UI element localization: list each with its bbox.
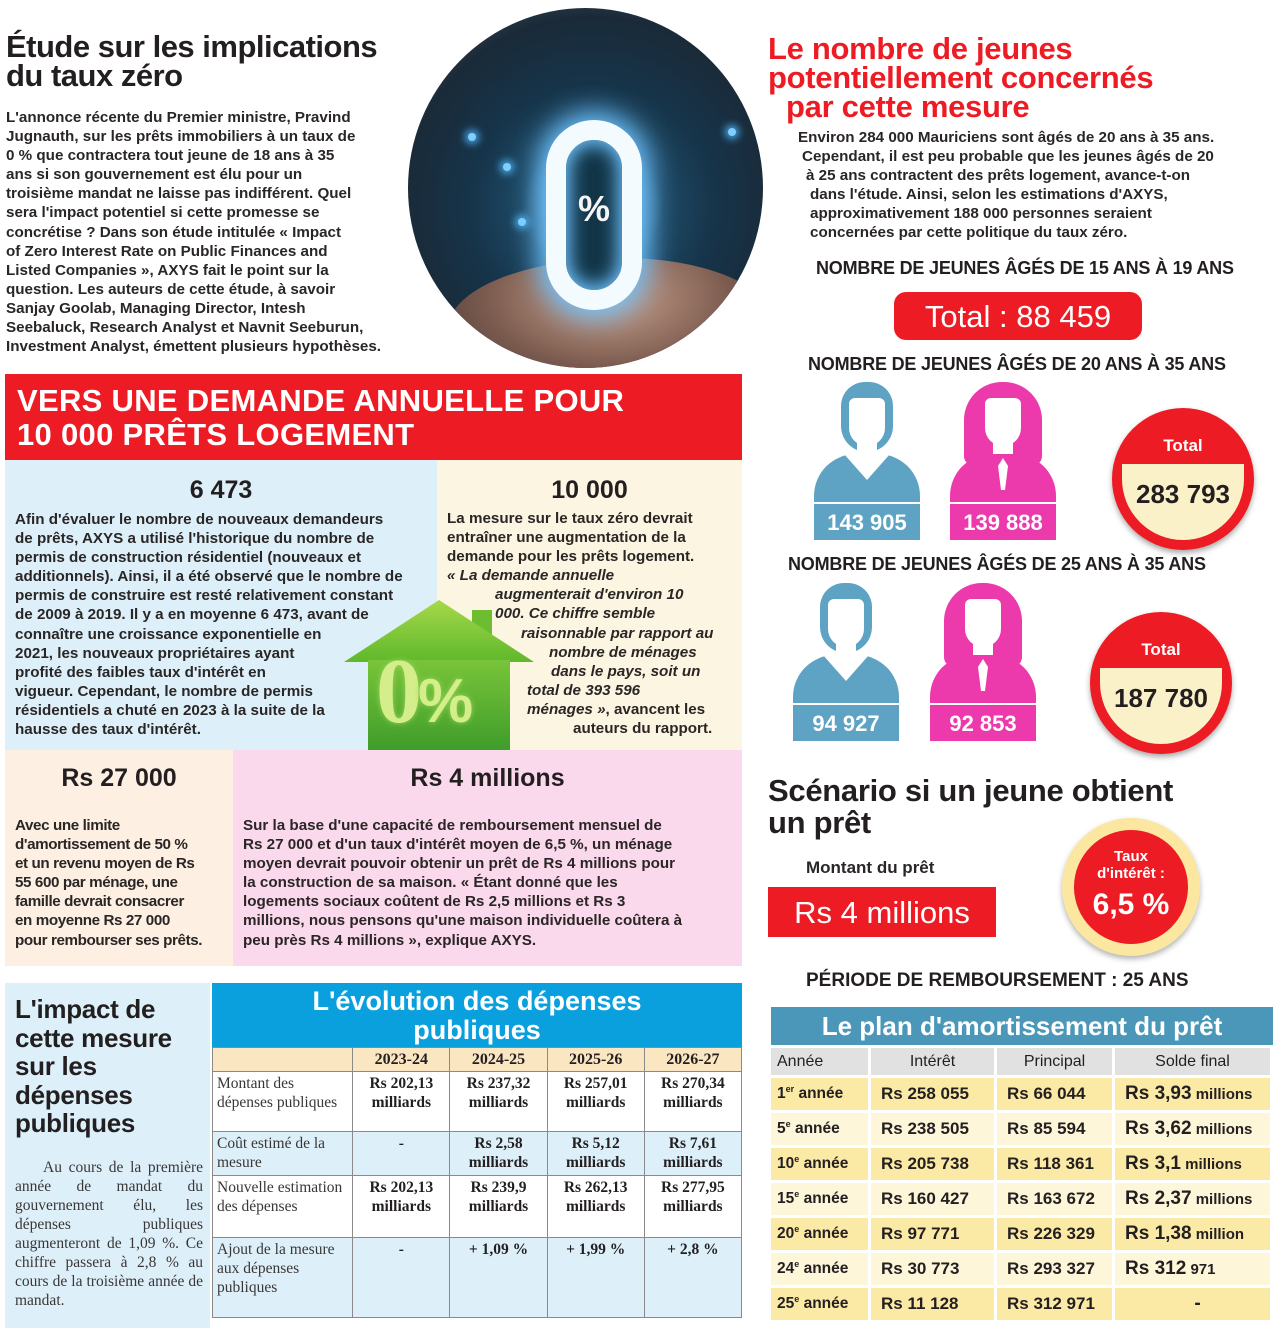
male-count: 143 905 — [814, 504, 920, 540]
scenario-title — [768, 775, 1268, 839]
text-line: entraîner une augmentation de la — [447, 529, 686, 547]
amortization-table — [771, 1007, 1273, 1323]
balance-cell: Rs 2,37 millions — [1115, 1183, 1273, 1215]
loan-amount-label: Montant du prêt — [806, 858, 935, 877]
repayment-text — [15, 816, 233, 950]
balance-cell: Rs 3,1 millions — [1115, 1148, 1273, 1180]
year-cell: 20e année — [771, 1218, 871, 1250]
total-label: Total — [1141, 640, 1181, 659]
text-line: moyen devrait pouvoir obtenir un prêt de Rs 4 millions pour — [243, 855, 676, 873]
title-line: cette mesure — [15, 1022, 172, 1053]
intro-line: sera l'impact potentiel si cette promesse se — [6, 204, 320, 222]
intro-line: Seebaluck, Research Analyst et Navnit Seeburun, — [6, 319, 364, 337]
year-cell: 24e année — [771, 1253, 871, 1285]
cell: Rs 7,61 milliards — [644, 1132, 741, 1176]
intro-title-line: du taux zéro — [6, 58, 183, 93]
table-row — [213, 1072, 742, 1132]
cell: Rs 239,9 milliards — [450, 1176, 547, 1238]
male-person-icon — [814, 382, 920, 535]
year-cell: 15e année — [771, 1183, 871, 1215]
repayment-period: PÉRIODE DE REMBOURSEMENT : 25 ANS — [806, 970, 1189, 991]
principal-cell: Rs 293 327 — [997, 1253, 1115, 1285]
youth-line: Environ 284 000 Mauriciens sont âgés de 20 ans à 35 ans. — [798, 129, 1215, 146]
column-header: 2023-24 — [353, 1048, 450, 1072]
youth-section-title — [768, 31, 1278, 124]
intro-body — [6, 108, 398, 356]
text-line: logements sociaux coûtent de Rs 2,5 millions et Rs 3 — [243, 893, 626, 911]
group-25-35-total-badge — [1090, 612, 1232, 754]
monthly-repayment-box — [5, 750, 233, 966]
text-line: d'amortissement de 50 % — [15, 836, 188, 854]
column-header: Principal — [997, 1048, 1115, 1075]
impact-title — [15, 995, 172, 1138]
column-header: Intérêt — [871, 1048, 997, 1075]
cell: Rs 262,13 milliards — [547, 1176, 644, 1238]
principal-cell: Rs 118 361 — [997, 1148, 1115, 1180]
year-cell: 5e année — [771, 1113, 871, 1145]
youth-line: à 25 ans contractent des prêts logement, avance-t-on — [806, 167, 1191, 185]
title-line: dépenses — [15, 1079, 133, 1110]
principal-cell: Rs 163 672 — [997, 1183, 1115, 1215]
group-15-19-title: NOMBRE DE JEUNES ÂGÉS DE 15 ANS À 19 ANS — [816, 258, 1234, 278]
text-line: de 2009 à 2019. Il y a en moyenne 6 473, avant de — [15, 606, 369, 624]
interest-cell: Rs 258 055 — [871, 1078, 997, 1110]
public-spending-title — [212, 983, 742, 1047]
principal-cell: Rs 312 971 — [997, 1288, 1115, 1320]
interest-cell: Rs 160 427 — [871, 1183, 997, 1215]
interest-cell: Rs 97 771 — [871, 1218, 997, 1250]
intro-line: question. Les auteurs de cette étude, à savoir — [6, 280, 336, 298]
cell: - — [353, 1238, 450, 1318]
text-line: auteurs du rapport. — [573, 720, 713, 738]
principal-cell: Rs 226 329 — [997, 1218, 1115, 1250]
youth-title-line: par cette mesure — [786, 89, 1030, 124]
cell: Rs 202,13 milliards — [353, 1072, 450, 1132]
male-count: 94 927 — [793, 705, 899, 741]
column-header: 2026-27 — [644, 1048, 741, 1072]
table-row — [771, 1218, 1273, 1250]
text-line: et un revenu moyen de Rs — [15, 855, 195, 873]
youth-title-line: potentiellement concernés — [768, 60, 1154, 95]
amortization-title: Le plan d'amortissement du prêt — [771, 1007, 1273, 1045]
group-20-35-total-badge — [1112, 408, 1254, 550]
text-line: permis de construire est resté relativement constant — [15, 587, 394, 605]
female-person-icon — [930, 583, 1036, 736]
text-line: nombre de ménages — [549, 643, 697, 661]
intro-line: troisième mandat ne laisse pas indifférent. Quel — [6, 185, 352, 203]
year-cell: 25e année — [771, 1288, 871, 1320]
title-line: publiques — [413, 1015, 541, 1045]
text-line: connaître une croissance exponentielle en — [15, 625, 322, 643]
intro-line: Investment Analyst, émettent plusieurs hypothèses. — [6, 338, 382, 356]
table-row — [213, 1132, 742, 1176]
text-line: demande pour les prêts logement. — [447, 548, 695, 566]
row-label: Montant des dépenses publiques — [213, 1072, 353, 1132]
column-header: Année — [771, 1048, 871, 1075]
text-line: additionnels). Ainsi, il a été observé que le nombre de — [15, 568, 403, 586]
text-line: Avec une limite — [15, 817, 120, 834]
text-line: « La demande annuelle — [447, 567, 615, 585]
loan-amount-text — [243, 816, 738, 950]
cell: Rs 202,13 milliards — [353, 1176, 450, 1238]
text-line: ménages » — [527, 700, 606, 718]
balance-cell: Rs 1,38 million — [1115, 1218, 1273, 1250]
title-line: un prêt — [768, 805, 871, 840]
permits-number: 6 473 — [189, 476, 253, 504]
cell: Rs 5,12 milliards — [547, 1132, 644, 1176]
female-person-icon — [950, 382, 1056, 535]
text-line: , avancent les — [605, 700, 706, 718]
zero-percent-photo — [408, 8, 763, 368]
house-zero: 0 — [376, 640, 418, 742]
cell: Rs 277,95 milliards — [644, 1176, 741, 1238]
text-line: résidentiels a chuté en 2023 à la suite de la — [15, 701, 325, 719]
row-label: Ajout de la mesure aux dépenses publiques — [213, 1238, 353, 1318]
text-line: Rs 27 000 et d'un taux d'intérêt moyen de 6,5 %, un ménage — [243, 836, 673, 854]
table-row — [771, 1148, 1273, 1180]
text-line: Afin d'évaluer le nombre de nouveaux demandeurs — [15, 511, 384, 528]
intro-title — [6, 29, 446, 93]
female-count: 92 853 — [930, 705, 1036, 741]
demand-number: 10 000 — [551, 476, 628, 504]
cell: Rs 257,01 milliards — [547, 1072, 644, 1132]
interest-cell: Rs 238 505 — [871, 1113, 997, 1145]
cell: Rs 270,34 milliards — [644, 1072, 741, 1132]
table-row — [213, 1176, 742, 1238]
year-cell: 10e année — [771, 1148, 871, 1180]
text-line: 2021, les nouveaux propriétaires ayant — [15, 644, 295, 662]
balance-cell: Rs 312 971 — [1115, 1253, 1273, 1285]
text-line: raisonnable par rapport au — [521, 624, 714, 642]
text-line: millions, nous pensons qu'une maison individuelle coûtera à — [243, 912, 683, 930]
interest-cell: Rs 205 738 — [871, 1148, 997, 1180]
amortization-grid — [771, 1045, 1273, 1323]
loan-amount-box — [233, 750, 742, 966]
youth-line: concernées par cette politique du taux zéro. — [810, 224, 1128, 242]
row-label: Coût estimé de la mesure — [213, 1132, 353, 1176]
balance-cell: Rs 3,93 millions — [1115, 1078, 1273, 1110]
title-line: L'impact de — [15, 994, 156, 1024]
text-line: dans le pays, soit un — [551, 662, 701, 680]
cell: + 1,99 % — [547, 1238, 644, 1318]
text-line: de prêts, AXYS a utilisé l'historique du nombre de — [15, 530, 375, 548]
intro-line: L'annonce récente du Premier ministre, Pravind — [6, 109, 351, 126]
table-row — [771, 1288, 1273, 1320]
text-line: la construction de sa maison. « Étant donné que les — [243, 874, 618, 892]
youth-line: approximativement 188 000 personnes seraient — [810, 205, 1152, 223]
intro-line: concrétise ? Dans son étude intitulée « Impact — [6, 223, 342, 241]
group-15-19-total-badge: Total : 88 459 — [894, 292, 1142, 340]
interest-rate-badge — [1062, 818, 1200, 956]
public-spending-grid — [212, 1047, 742, 1318]
impact-section — [5, 983, 210, 1328]
group-25-35-title: NOMBRE DE JEUNES ÂGÉS DE 25 ANS À 35 ANS — [788, 554, 1206, 574]
title-line: L'évolution des dépenses — [312, 986, 642, 1016]
text-line: augmenterait d'environ 10 — [495, 586, 684, 604]
table-header-row — [771, 1048, 1273, 1075]
intro-title-line: Étude sur les implications — [6, 29, 378, 64]
cell: Rs 2,58 milliards — [450, 1132, 547, 1176]
table-row — [771, 1113, 1273, 1145]
text-line: total de 393 596 — [527, 681, 641, 699]
table-row — [771, 1253, 1273, 1285]
total-value: 187 780 — [1100, 668, 1222, 744]
youth-line: Cependant, il est peu probable que les jeunes âgés de 20 — [802, 148, 1214, 166]
total-label: Total — [1163, 436, 1203, 455]
year-cell: 1er année — [771, 1078, 871, 1110]
cell: + 1,09 % — [450, 1238, 547, 1318]
rate-label: d'intérêt : — [1097, 865, 1165, 882]
text-line: 000. Ce chiffre semble — [495, 605, 656, 623]
male-person-icon — [793, 583, 899, 736]
text-line: 55 600 par ménage, une — [15, 874, 178, 892]
intro-line: Listed Companies », AXYS fait le point sur la — [6, 261, 329, 279]
youth-body — [798, 128, 1276, 243]
text-line: pour rembourser ses prêts. — [15, 931, 203, 949]
group-20-35-title: NOMBRE DE JEUNES ÂGÉS DE 20 ANS À 35 ANS — [808, 354, 1226, 374]
youth-line: dans l'étude. Ainsi, selon les estimations d'AXYS, — [810, 186, 1168, 204]
column-header: 2025-26 — [547, 1048, 644, 1072]
title-line: Scénario si un jeune obtient — [768, 773, 1173, 808]
text-line: permis de construction résidentiel (nouveaux et — [15, 549, 362, 567]
text-line: peu près Rs 4 millions », explique AXYS. — [243, 931, 537, 949]
cell: Rs 237,32 milliards — [450, 1072, 547, 1132]
table-header-row — [213, 1048, 742, 1072]
interest-cell: Rs 11 128 — [871, 1288, 997, 1320]
banner-line: 10 000 PRÊTS LOGEMENT — [17, 417, 415, 452]
table-row — [771, 1183, 1273, 1215]
youth-title-line: Le nombre de jeunes — [768, 31, 1073, 66]
column-header: 2024-25 — [450, 1048, 547, 1072]
loan-amount-value: Rs 4 millions — [768, 887, 996, 937]
interest-cell: Rs 30 773 — [871, 1253, 997, 1285]
public-spending-table — [212, 983, 742, 1318]
house-zero-percent-icon — [344, 600, 534, 750]
title-line: sur les — [15, 1051, 97, 1082]
rate-label: Taux — [1114, 848, 1148, 865]
cell: + 2,8 % — [644, 1238, 741, 1318]
intro-line: Jugnauth, sur les prêts immobiliers à un taux de — [6, 128, 356, 146]
text-line: profité des faibles taux d'intérêt en — [15, 663, 266, 681]
balance-cell: Rs 3,62 millions — [1115, 1113, 1273, 1145]
title-line: publiques — [15, 1108, 136, 1139]
column-header — [213, 1048, 353, 1072]
rate-value: 6,5 % — [1092, 888, 1170, 921]
table-row — [771, 1078, 1273, 1110]
total-value: 283 793 — [1122, 464, 1244, 540]
intro-line: of Zero Interest Rate on Public Finances and — [6, 242, 328, 260]
text-line: hausse des taux d'intérêt. — [15, 721, 201, 739]
principal-cell: Rs 66 044 — [997, 1078, 1115, 1110]
text-line: Sur la base d'une capacité de remboursement mensuel de — [243, 817, 662, 834]
impact-text: Au cours de la première année de mandat du gouvernement élu, les dépenses publiques augmenteront de 1,09 %. Ce chiffre passera à 2,8 % au cours de la troisième année de mandat. — [15, 1159, 203, 1309]
percent-icon: % — [578, 188, 611, 229]
intro-line: Sanjay Goolab, Managing Director, Intesh — [6, 299, 306, 317]
column-header: Solde final — [1115, 1048, 1273, 1075]
repayment-number: Rs 27 000 — [61, 764, 177, 792]
loan-amount-number: Rs 4 millions — [410, 764, 565, 792]
table-row — [213, 1238, 742, 1318]
text-line: famille devrait consacrer — [15, 893, 184, 911]
intro-line: 0 % que contractera tout jeune de 18 ans à 35 — [6, 147, 335, 165]
annual-demand-banner — [5, 374, 742, 460]
banner-line: VERS UNE DEMANDE ANNUELLE POUR — [17, 383, 625, 418]
balance-cell: - — [1115, 1288, 1273, 1320]
female-count: 139 888 — [950, 504, 1056, 540]
text-line: vigueur. Cependant, le nombre de permis — [15, 682, 313, 700]
intro-line: ans si son gouvernement est élu pour un — [6, 166, 303, 184]
text-line: en moyenne Rs 27 000 — [15, 912, 170, 930]
cell: - — [353, 1132, 450, 1176]
row-label: Nouvelle estimation des dépenses — [213, 1176, 353, 1238]
text-line: La mesure sur le taux zéro devrait — [447, 510, 693, 527]
principal-cell: Rs 85 594 — [997, 1113, 1115, 1145]
house-percent: % — [418, 667, 470, 736]
